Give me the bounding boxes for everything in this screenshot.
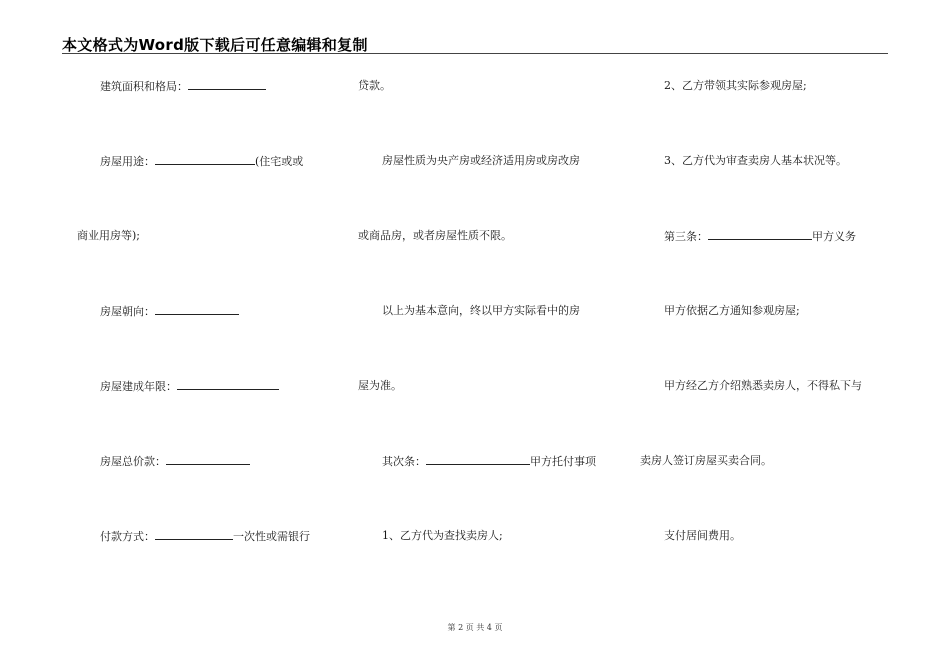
party-a-duty-2: 甲方经乙方介绍熟悉卖房人，不得私下与 xyxy=(664,379,862,392)
usage-suffix: (住宅或或 xyxy=(255,155,304,168)
payment-blank xyxy=(155,529,233,540)
article2-label: 其次条： xyxy=(382,455,426,468)
usage-label: 房屋用途： xyxy=(100,155,155,168)
article2-blank xyxy=(426,454,530,465)
col1-line-built-year xyxy=(100,379,279,394)
col3-line-4 xyxy=(664,304,800,318)
orientation-label: 房屋朝向： xyxy=(100,305,155,318)
total-price-label: 房屋总价款： xyxy=(100,455,166,468)
property-nature-text: 房屋性质为央产房或经济适用房或房改房 xyxy=(382,154,580,167)
col1-line-area-layout xyxy=(100,79,266,94)
col3-line-1 xyxy=(664,79,807,93)
col2-line-5 xyxy=(358,379,402,393)
col2-line-7 xyxy=(382,529,503,543)
commission-item-1: 1、乙方代为查找卖房人; xyxy=(382,529,503,542)
article3-blank xyxy=(708,229,812,240)
payment-suffix: 一次性或需银行 xyxy=(233,530,310,543)
party-a-duty-1: 甲方依据乙方通知参观房屋; xyxy=(664,304,800,317)
usage-blank xyxy=(155,154,255,165)
payment-label: 付款方式： xyxy=(100,530,155,543)
col3-line-6 xyxy=(640,454,772,468)
commission-item-3: 3、乙方代为审查卖房人基本状况等。 xyxy=(664,154,847,167)
header-divider xyxy=(62,53,888,54)
party-a-duty-2-cont: 卖房人签订房屋买卖合同。 xyxy=(640,454,772,467)
total-price-blank xyxy=(166,454,250,465)
col1-line-usage xyxy=(100,154,303,169)
col2-line-2 xyxy=(382,154,580,168)
document-header-title: 本文格式为Word版下载后可任意编辑和复制 xyxy=(62,36,368,54)
party-a-duty-3: 支付居间费用。 xyxy=(664,529,741,542)
orientation-blank xyxy=(155,304,239,315)
col1-line-total-price xyxy=(100,454,250,469)
col2-line-3 xyxy=(358,229,512,243)
area-layout-label: 建筑面积和格局： xyxy=(100,80,188,93)
article2-suffix: 甲方托付事项 xyxy=(530,455,596,468)
col2-line-1 xyxy=(358,79,391,93)
col3-line-2 xyxy=(664,154,847,168)
col1-line-orientation xyxy=(100,304,239,319)
col3-line-article3 xyxy=(664,229,856,244)
col2-line-4 xyxy=(382,304,580,318)
area-layout-blank xyxy=(188,79,266,90)
col3-line-5 xyxy=(664,379,862,393)
intent-cont: 屋为准。 xyxy=(358,379,402,392)
article3-suffix: 甲方义务 xyxy=(812,230,856,243)
col1-line-usage-cont xyxy=(77,229,140,243)
col2-line-article2 xyxy=(382,454,596,469)
built-year-blank xyxy=(177,379,279,390)
page-number: 第 2 页 共 4 页 xyxy=(447,623,503,632)
loan-text: 贷款。 xyxy=(358,79,391,92)
col1-line-payment xyxy=(100,529,310,544)
commission-item-2: 2、乙方带领其实际参观房屋; xyxy=(664,79,807,92)
col3-line-7 xyxy=(664,529,741,543)
property-nature-cont: 或商品房，或者房屋性质不限。 xyxy=(358,229,512,242)
intent-text: 以上为基本意向，终以甲方实际看中的房 xyxy=(382,304,580,317)
article3-label: 第三条： xyxy=(664,230,708,243)
built-year-label: 房屋建成年限： xyxy=(100,380,177,393)
usage-continuation: 商业用房等); xyxy=(77,229,140,242)
